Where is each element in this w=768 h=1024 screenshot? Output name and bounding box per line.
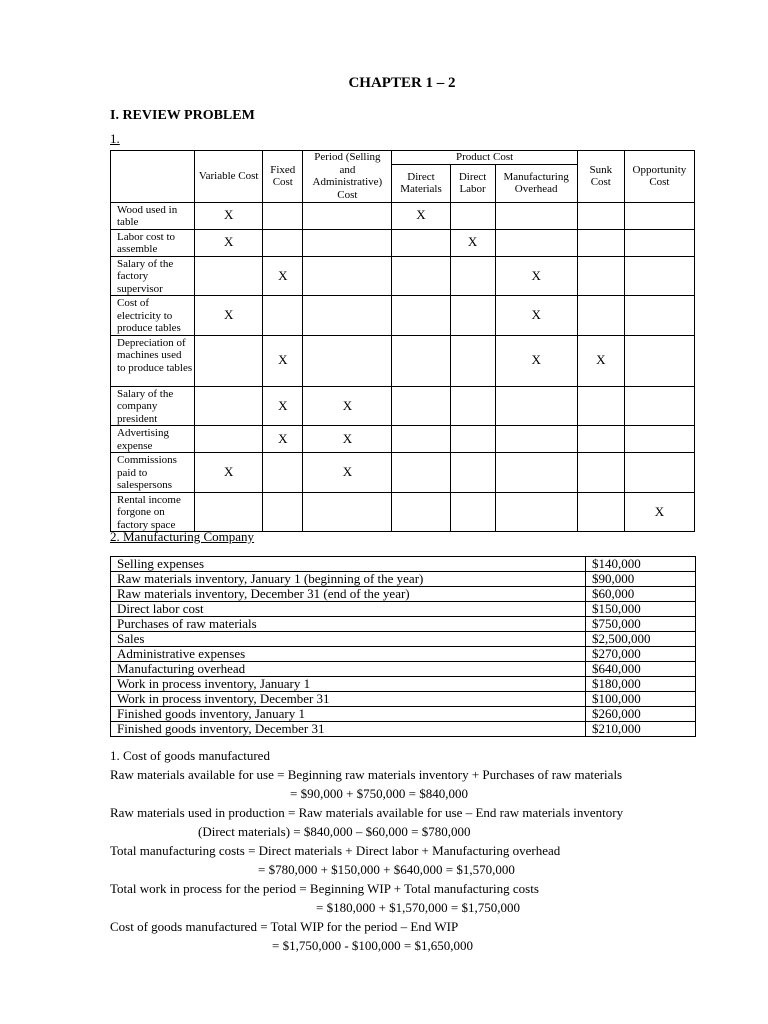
data-label: Direct labor cost: [111, 602, 586, 617]
cost-mark-cell: [577, 386, 624, 426]
cost-mark-cell: [303, 296, 392, 336]
data-table-row: [111, 587, 696, 602]
cost-mark-cell: [577, 426, 624, 453]
cost-table-row: [111, 453, 695, 493]
data-value: $60,000: [586, 587, 696, 602]
data-label: Finished goods inventory, December 31: [111, 722, 586, 737]
data-label: Work in process inventory, January 1: [111, 677, 586, 692]
cost-mark-cell: [495, 426, 577, 453]
cost-table-row: [111, 492, 695, 532]
cost-item-label: Rental income forgone on factory space: [111, 492, 195, 532]
cost-mark-cell: [577, 202, 624, 229]
cost-mark-cell: [392, 256, 450, 296]
data-table-row: [111, 632, 696, 647]
data-table-row: [111, 602, 696, 617]
sunk-cost-header: Sunk Cost: [577, 151, 624, 203]
cost-mark-cell: X: [263, 256, 303, 296]
part-2-label: 2. Manufacturing Company: [110, 529, 255, 544]
cost-mark-cell: X: [624, 492, 694, 532]
cost-table-row: [111, 386, 695, 426]
item-header: [111, 151, 195, 203]
cost-item-label: Depreciation of machines used to produce tables: [111, 335, 195, 386]
data-label: Finished goods inventory, January 1: [111, 707, 586, 722]
cost-item-label: Salary of the company president: [111, 386, 195, 426]
cost-mark-cell: [450, 386, 495, 426]
data-table-row: [111, 677, 696, 692]
cost-mark-cell: [624, 335, 694, 386]
cost-mark-cell: [450, 335, 495, 386]
calculation-line: (Direct materials) = $840,000 – $60,000 = $780,000: [198, 824, 471, 839]
cost-mark-cell: [624, 426, 694, 453]
direct-labor-header: Direct Labor: [450, 164, 495, 202]
cost-mark-cell: [450, 296, 495, 336]
cost-mark-cell: X: [303, 453, 392, 493]
data-label: Sales: [111, 632, 586, 647]
cost-mark-cell: [450, 202, 495, 229]
cost-classification-table: [110, 150, 695, 532]
cost-mark-cell: [624, 202, 694, 229]
cost-mark-cell: [450, 453, 495, 493]
cost-mark-cell: X: [195, 202, 263, 229]
variable-cost-header: Variable Cost: [195, 151, 263, 203]
cost-item-label: Labor cost to assemble: [111, 229, 195, 256]
product-cost-header: Product Cost: [392, 151, 577, 165]
part-1-label: 1.: [110, 131, 120, 146]
cost-mark-cell: [195, 335, 263, 386]
cost-mark-cell: [624, 229, 694, 256]
cost-mark-cell: [495, 229, 577, 256]
cost-mark-cell: [577, 256, 624, 296]
data-value: $210,000: [586, 722, 696, 737]
section-heading: I. REVIEW PROBLEM: [110, 108, 255, 123]
data-value: $2,500,000: [586, 632, 696, 647]
cost-table-row: [111, 426, 695, 453]
cost-mark-cell: [392, 229, 450, 256]
page-title: CHAPTER 1 – 2: [348, 75, 456, 91]
cost-mark-cell: [303, 492, 392, 532]
cost-item-label: Advertising expense: [111, 426, 195, 453]
cost-mark-cell: X: [303, 386, 392, 426]
cost-mark-cell: [263, 229, 303, 256]
cost-mark-cell: [495, 202, 577, 229]
cost-mark-cell: [263, 453, 303, 493]
calculation-line: Total work in process for the period = Beginning WIP + Total manufacturing costs: [110, 881, 539, 896]
data-label: Work in process inventory, December 31: [111, 692, 586, 707]
data-label: Raw materials inventory, January 1 (beginning of the year): [111, 572, 586, 587]
data-table-row: [111, 557, 696, 572]
cost-item-label: Commissions paid to salespersons: [111, 453, 195, 493]
data-value: $260,000: [586, 707, 696, 722]
cost-mark-cell: X: [195, 229, 263, 256]
cost-mark-cell: [450, 426, 495, 453]
data-label: Raw materials inventory, December 31 (end of the year): [111, 587, 586, 602]
cost-mark-cell: [495, 492, 577, 532]
data-table-row: [111, 647, 696, 662]
cost-mark-cell: [450, 492, 495, 532]
cost-mark-cell: [577, 296, 624, 336]
cost-mark-cell: [303, 335, 392, 386]
direct-materials-header: Direct Materials: [392, 164, 450, 202]
calculation-line: = $180,000 + $1,570,000 = $1,750,000: [316, 900, 520, 915]
cost-mark-cell: X: [263, 426, 303, 453]
data-value: $150,000: [586, 602, 696, 617]
company-data-table: [110, 556, 696, 737]
cost-mark-cell: [577, 492, 624, 532]
data-value: $640,000: [586, 662, 696, 677]
calculation-line: = $90,000 + $750,000 = $840,000: [290, 786, 468, 801]
cost-mark-cell: X: [495, 335, 577, 386]
cost-table-row: [111, 335, 695, 386]
cost-mark-cell: [195, 256, 263, 296]
cost-mark-cell: [303, 202, 392, 229]
cost-mark-cell: X: [577, 335, 624, 386]
cost-mark-cell: [303, 256, 392, 296]
cost-mark-cell: [624, 453, 694, 493]
calculation-line: Cost of goods manufactured = Total WIP for the period – End WIP: [110, 919, 459, 934]
cost-mark-cell: X: [263, 386, 303, 426]
cost-mark-cell: X: [495, 256, 577, 296]
calculation-line: 1. Cost of goods manufactured: [110, 748, 270, 763]
cost-mark-cell: [392, 453, 450, 493]
manufacturing-overhead-header: Manufacturing Overhead: [495, 164, 577, 202]
cost-mark-cell: [624, 296, 694, 336]
calculation-line: Total manufacturing costs = Direct materials + Direct labor + Manufacturing overhead: [110, 843, 561, 858]
cost-mark-cell: [624, 386, 694, 426]
data-label: Purchases of raw materials: [111, 617, 586, 632]
fixed-cost-header: Fixed Cost: [263, 151, 303, 203]
cost-item-label: Salary of the factory supervisor: [111, 256, 195, 296]
cost-mark-cell: [392, 296, 450, 336]
cost-mark-cell: [195, 426, 263, 453]
data-value: $180,000: [586, 677, 696, 692]
cost-mark-cell: [495, 453, 577, 493]
cost-mark-cell: [392, 492, 450, 532]
cost-table-row: [111, 202, 695, 229]
cost-mark-cell: [392, 386, 450, 426]
period-cost-header: Period (Selling and Administrative) Cost: [303, 151, 392, 203]
calculation-line: Raw materials available for use = Beginning raw materials inventory + Purchases of raw materials: [110, 767, 623, 782]
cost-mark-cell: X: [263, 335, 303, 386]
cost-mark-cell: X: [450, 229, 495, 256]
cost-table-row: [111, 256, 695, 296]
data-table-row: [111, 707, 696, 722]
data-label: Administrative expenses: [111, 647, 586, 662]
data-table-row: [111, 662, 696, 677]
data-table-row: [111, 572, 696, 587]
cost-mark-cell: [263, 492, 303, 532]
cost-mark-cell: [263, 296, 303, 336]
data-value: $270,000: [586, 647, 696, 662]
cost-mark-cell: [624, 256, 694, 296]
calculation-line: = $780,000 + $150,000 + $640,000 = $1,570,000: [258, 862, 515, 877]
data-value: $90,000: [586, 572, 696, 587]
cost-mark-cell: X: [195, 453, 263, 493]
data-value: $100,000: [586, 692, 696, 707]
cost-mark-cell: [263, 202, 303, 229]
cost-table-row: [111, 296, 695, 336]
data-value: $750,000: [586, 617, 696, 632]
cost-item-label: Cost of electricity to produce tables: [111, 296, 195, 336]
data-table-row: [111, 722, 696, 737]
calculation-line: Raw materials used in production = Raw materials available for use – End raw materials inventory: [110, 805, 624, 820]
cost-table-row: [111, 229, 695, 256]
cost-item-label: Wood used in table: [111, 202, 195, 229]
cost-mark-cell: [392, 426, 450, 453]
cost-mark-cell: [303, 229, 392, 256]
cost-mark-cell: X: [303, 426, 392, 453]
data-table-row: [111, 692, 696, 707]
data-table-row: [111, 617, 696, 632]
cost-mark-cell: [195, 492, 263, 532]
cost-mark-cell: [195, 386, 263, 426]
cost-mark-cell: X: [495, 296, 577, 336]
opportunity-cost-header: Opportunity Cost: [624, 151, 694, 203]
calculation-line: = $1,750,000 - $100,000 = $1,650,000: [272, 938, 473, 953]
cost-mark-cell: X: [195, 296, 263, 336]
cost-mark-cell: [392, 335, 450, 386]
cost-mark-cell: [450, 256, 495, 296]
data-value: $140,000: [586, 557, 696, 572]
cost-mark-cell: [577, 453, 624, 493]
cost-mark-cell: X: [392, 202, 450, 229]
data-label: Manufacturing overhead: [111, 662, 586, 677]
cost-mark-cell: [577, 229, 624, 256]
data-label: Selling expenses: [111, 557, 586, 572]
cost-mark-cell: [495, 386, 577, 426]
